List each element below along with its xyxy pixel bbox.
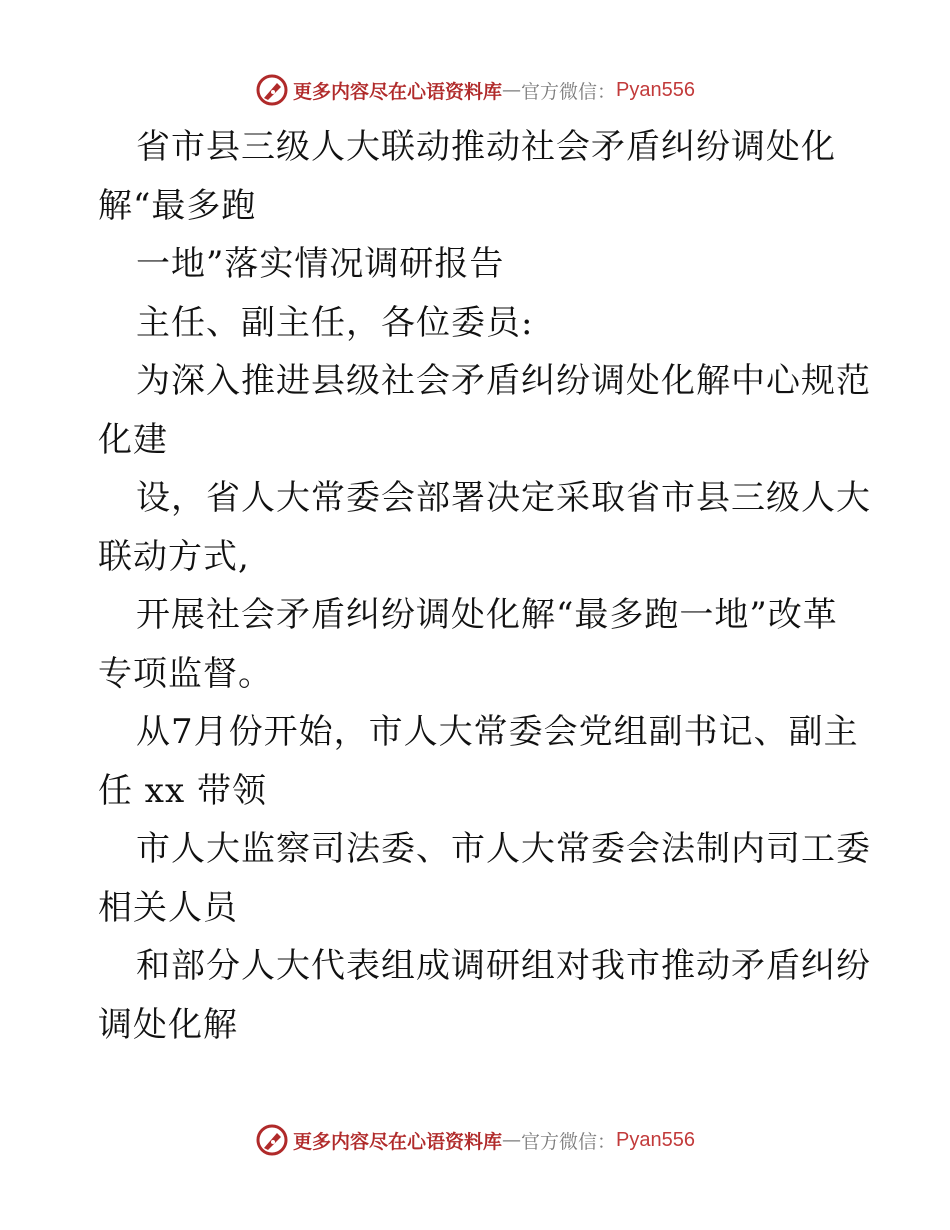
doc-line: 市人大监察司法委、市人大常委会法制内司工委	[136, 829, 871, 869]
doc-line: 任 xx 带领	[98, 770, 267, 811]
doc-line: 相关人员	[98, 887, 238, 928]
doc-line: 化建	[98, 419, 168, 460]
doc-line: 开展社会矛盾纠纷调处化解“最多跑一地”改革	[136, 595, 838, 635]
doc-line: 设，省人大常委会部署决定采取省市县三级人大	[136, 478, 871, 518]
doc-line: 为深入推进县级社会矛盾纠纷调处化解中心规范	[136, 361, 871, 401]
document-body	[98, 118, 871, 1054]
doc-line: 从7月份开始，市人大常委会党组副书记、副主	[136, 712, 859, 752]
banner-main-text: 更多内容尽在心语资料库	[293, 1130, 503, 1153]
pen-nib-logo-icon	[255, 73, 289, 107]
doc-line: 和部分人大代表组成调研组对我市推动矛盾纠纷	[136, 946, 871, 986]
doc-line: 解“最多跑	[98, 185, 257, 226]
banner-separator: —	[502, 79, 522, 101]
doc-line: 调处化解	[98, 1004, 238, 1045]
banner-wechat-label: 官方微信：	[521, 80, 617, 103]
banner-wechat-id: Pyan556	[616, 78, 695, 101]
doc-line: 省市县三级人大联动推动社会矛盾纠纷调处化	[136, 127, 836, 167]
banner-wechat-id: Pyan556	[616, 1128, 695, 1151]
doc-line: 主任、副主任，各位委员:	[136, 302, 534, 343]
doc-line: 联动方式,	[98, 536, 250, 577]
doc-line: 专项监督。	[98, 653, 273, 694]
banner-separator: —	[502, 1129, 522, 1151]
pen-nib-logo-icon	[255, 1123, 289, 1157]
doc-line: 一地”落实情况调研报告	[136, 244, 505, 284]
footer-banner	[0, 1120, 950, 1160]
header-banner	[0, 70, 950, 110]
banner-wechat-label: 官方微信：	[521, 1130, 617, 1153]
banner-main-text: 更多内容尽在心语资料库	[293, 80, 503, 103]
